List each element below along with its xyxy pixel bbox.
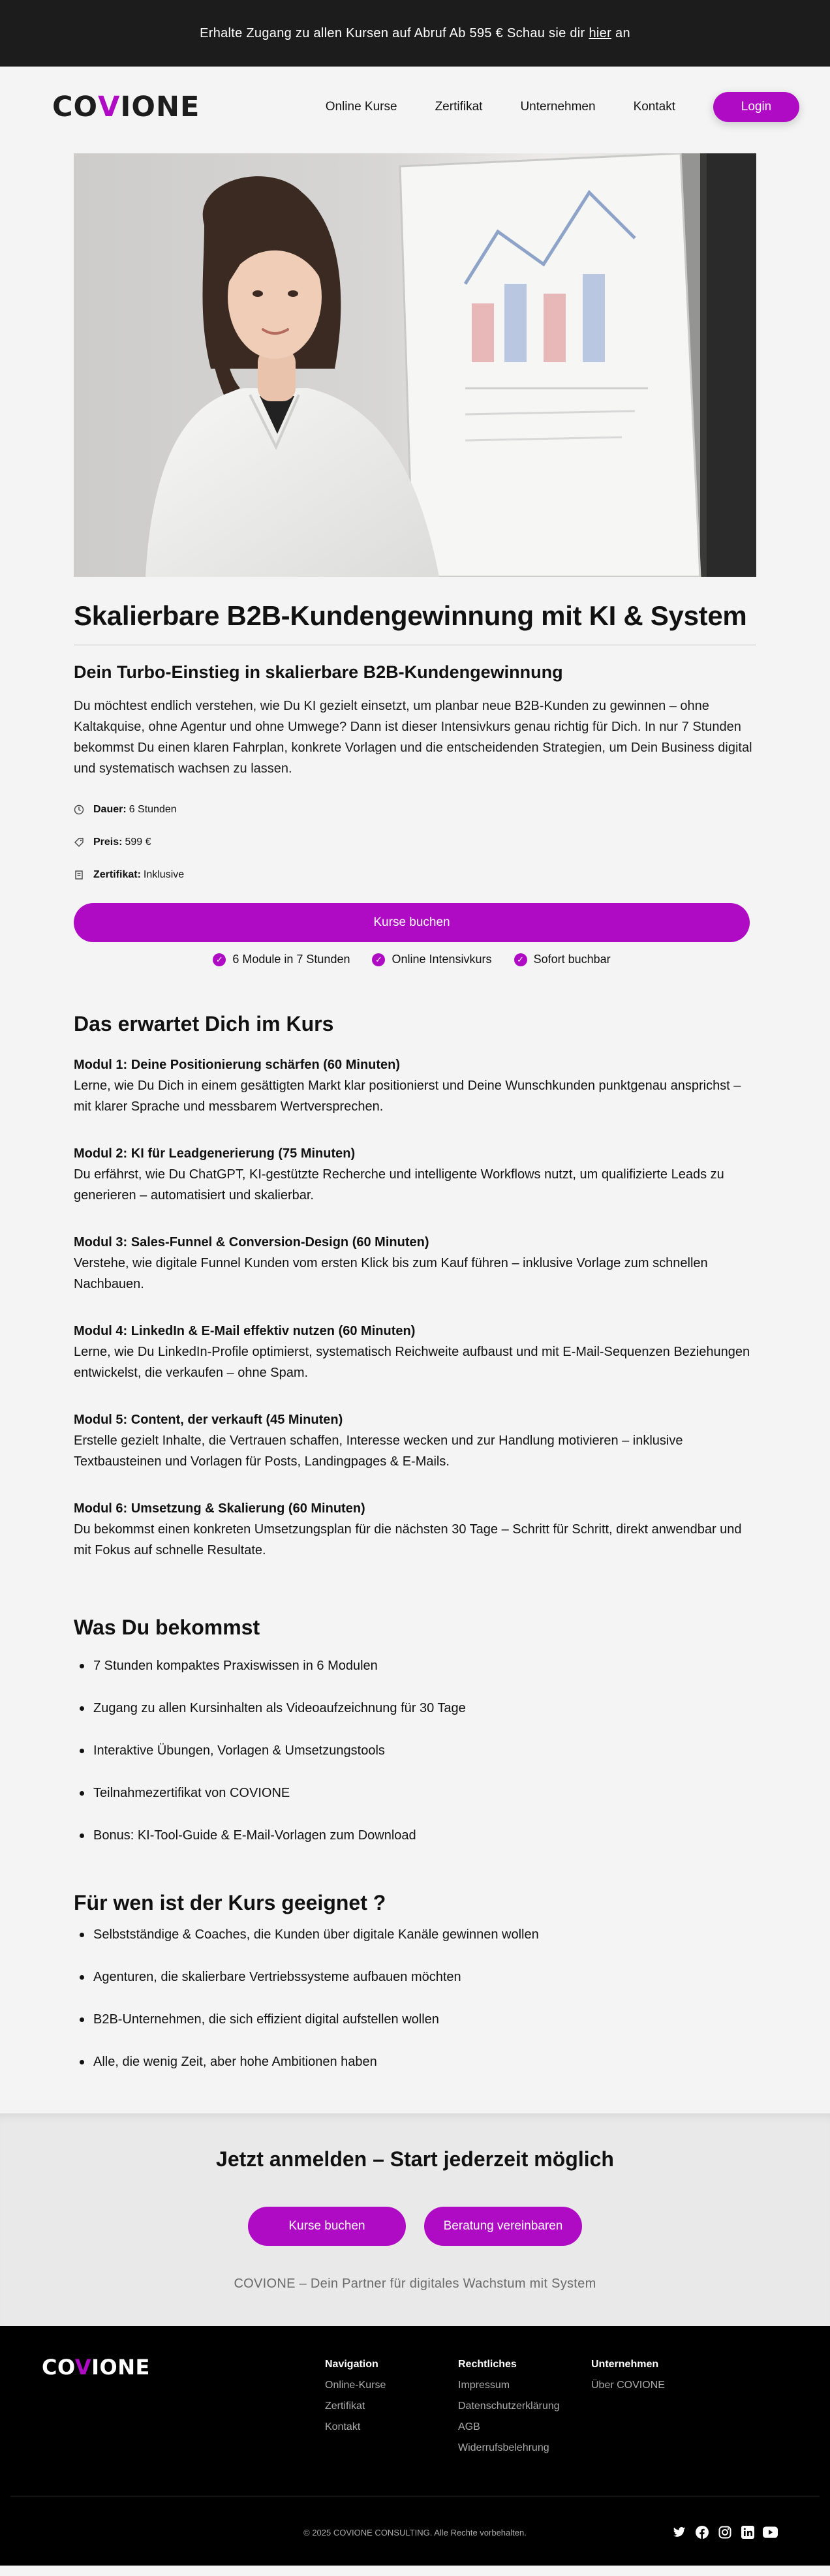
cta-heading: Jetzt anmelden – Start jederzeit möglich bbox=[216, 2147, 614, 2171]
facebook-icon[interactable] bbox=[694, 2524, 709, 2539]
main-nav bbox=[326, 100, 675, 114]
hero-image bbox=[74, 153, 756, 577]
course-title: Skalierbare B2B-Kundengewinnung mit KI & System bbox=[74, 600, 747, 631]
footer-link-zertifikat[interactable]: Zertifikat bbox=[325, 2400, 365, 2412]
nav-kontakt[interactable]: Kontakt bbox=[633, 100, 675, 114]
list-item: B2B-Unternehmen, die sich effizient digital aufstellen wollen bbox=[74, 2009, 756, 2051]
list-item: Bonus: KI-Tool-Guide & E-Mail-Vorlagen zum Download bbox=[74, 1825, 756, 1867]
footer-logo-right: IONE bbox=[91, 2355, 150, 2380]
footer-col-heading: Unternehmen bbox=[591, 2359, 659, 2370]
footer-col-company bbox=[591, 2359, 665, 2400]
footer-logo-mark: V bbox=[74, 2355, 92, 2380]
feature-label: Online Intensivkurs bbox=[392, 953, 492, 966]
logo-text-right: IONE bbox=[120, 91, 200, 123]
list-item: Agenturen, die skalierbare Vertriebssysteme aufbauen möchten bbox=[74, 1967, 756, 2009]
course-subtitle: Dein Turbo-Einstieg in skalierbare B2B-Kundengewinnung bbox=[74, 662, 563, 682]
twitter-icon[interactable] bbox=[671, 2524, 686, 2539]
module-title: Modul 6: Umsetzung & Skalierung (60 Minuten) bbox=[74, 1501, 365, 1516]
module-item bbox=[74, 1321, 752, 1383]
cta-section bbox=[0, 2113, 830, 2326]
footer-link-about[interactable]: Über COVIONE bbox=[591, 2380, 665, 2391]
modules-section bbox=[74, 1012, 756, 1561]
list-item: Selbstständige & Coaches, die Kunden über digitale Kanäle gewinnen wollen bbox=[74, 1924, 756, 1967]
logo-mark: V bbox=[98, 91, 121, 123]
module-text: Lerne, wie Du LinkedIn-Profile optimierst, systematisch Reichweite aufbaust und mit E-Mail-Sequenzen Beziehungen entwickelst, die verkaufen – ohne Spam. bbox=[74, 1345, 750, 1380]
clock-icon bbox=[74, 805, 84, 815]
modules-list bbox=[74, 1054, 756, 1561]
cta-tagline: COVIONE – Dein Partner für digitales Wachstum mit System bbox=[234, 2277, 596, 2291]
module-title: Modul 2: KI für Leadgenerierung (75 Minuten) bbox=[74, 1146, 356, 1161]
feature-label: 6 Module in 7 Stunden bbox=[232, 953, 350, 966]
footer-logo-left: CO bbox=[42, 2355, 75, 2380]
social-links bbox=[664, 2524, 778, 2539]
module-item bbox=[74, 1232, 752, 1295]
modules-heading: Das erwartet Dich im Kurs bbox=[74, 1012, 334, 1035]
announcement-link[interactable]: hier bbox=[589, 25, 612, 40]
site-header bbox=[0, 67, 830, 147]
footer-link-online-kurse[interactable]: Online-Kurse bbox=[325, 2380, 386, 2391]
nav-zertifikat[interactable]: Zertifikat bbox=[435, 100, 483, 114]
module-text: Du bekommst einen konkreten Umsetzungsplan für die nächsten 30 Tage – Schritt für Schritt, direkt anwendbar und mit Fokus auf schnelle Resultate. bbox=[74, 1522, 742, 1557]
module-item bbox=[74, 1143, 752, 1206]
feature-item bbox=[213, 953, 350, 966]
audience-list bbox=[74, 1924, 756, 2094]
footer-col-heading: Navigation bbox=[325, 2359, 378, 2370]
linkedin-icon[interactable] bbox=[740, 2524, 755, 2539]
feature-item bbox=[372, 953, 491, 966]
footer-col-heading: Rechtliches bbox=[458, 2359, 517, 2370]
course-meta bbox=[74, 793, 756, 891]
instagram-icon[interactable] bbox=[717, 2524, 732, 2539]
feature-item bbox=[514, 953, 611, 966]
footer-copyright: © 2025 COVIONE CONSULTING. Alle Rechte vorbehalten. bbox=[303, 2528, 527, 2538]
meta-price-label: Preis: bbox=[93, 836, 123, 848]
footer-link-kontakt[interactable]: Kontakt bbox=[325, 2421, 361, 2432]
list-item: Teilnahmezertifikat von COVIONE bbox=[74, 1783, 756, 1825]
check-icon: ✓ bbox=[372, 953, 385, 966]
module-text: Lerne, wie Du Dich in einem gesättigten Markt klar positionierst und Deine Wunschkunden punktgenau ansprichst – mit klarer Sprache und messbarem Wertversprechen. bbox=[74, 1079, 741, 1114]
benefits-heading: Was Du bekommst bbox=[74, 1616, 260, 1639]
meta-duration-value: 6 Stunden bbox=[129, 804, 177, 815]
check-icon: ✓ bbox=[213, 953, 226, 966]
module-text: Verstehe, wie digitale Funnel Kunden vom ersten Klick bis zum Kauf führen – inklusive Vorlage zum schnellen Nachbauen. bbox=[74, 1256, 708, 1291]
module-title: Modul 1: Deine Positionierung schärfen (60 Minuten) bbox=[74, 1058, 401, 1072]
logo[interactable] bbox=[52, 91, 200, 123]
module-text: Erstelle gezielt Inhalte, die Vertrauen schaffen, Interesse wecken und zur Handlung motivieren – inklusive Textbausteinen und Vorlagen für Posts, Landingpages & E-Mails. bbox=[74, 1434, 683, 1469]
footer-col-navigation bbox=[325, 2359, 386, 2442]
announcement-text-end: an bbox=[615, 25, 630, 40]
youtube-icon[interactable] bbox=[763, 2524, 778, 2539]
footer-link-widerruf[interactable]: Widerrufsbelehrung bbox=[458, 2442, 549, 2453]
footer-link-datenschutz[interactable]: Datenschutzerklärung bbox=[458, 2400, 560, 2412]
module-item bbox=[74, 1054, 752, 1117]
meta-duration bbox=[74, 793, 756, 826]
meta-price bbox=[74, 826, 756, 859]
benefits-list bbox=[74, 1655, 756, 1867]
check-icon: ✓ bbox=[514, 953, 527, 966]
list-item: Alle, die wenig Zeit, aber hohe Ambitionen haben bbox=[74, 2051, 756, 2094]
announcement-text: Erhalte Zugang zu allen Kursen auf Abruf Ab 595 € Schau sie dir bbox=[200, 25, 585, 40]
meta-certificate-value: Inklusive bbox=[143, 869, 185, 880]
site-footer bbox=[0, 2326, 830, 2566]
hero-illustration bbox=[74, 153, 756, 577]
list-item: Zugang zu allen Kursinhalten als Videoaufzeichnung für 30 Tage bbox=[74, 1698, 756, 1740]
audience-heading: Für wen ist der Kurs geeignet ? bbox=[74, 1891, 386, 1914]
footer-link-impressum[interactable]: Impressum bbox=[458, 2380, 510, 2391]
announcement-bar bbox=[0, 0, 830, 67]
module-title: Modul 4: LinkedIn & E-Mail effektiv nutzen (60 Minuten) bbox=[74, 1324, 416, 1338]
module-item bbox=[74, 1498, 752, 1561]
audience-section bbox=[74, 1891, 756, 2094]
feature-label: Sofort buchbar bbox=[533, 953, 611, 966]
footer-logo[interactable] bbox=[42, 2355, 150, 2380]
nav-unternehmen[interactable]: Unternehmen bbox=[520, 100, 596, 114]
meta-duration-label: Dauer: bbox=[93, 804, 127, 815]
cta-book-button[interactable]: Kurse buchen bbox=[248, 2207, 406, 2246]
nav-online-kurse[interactable]: Online Kurse bbox=[325, 100, 397, 114]
module-title: Modul 5: Content, der verkauft (45 Minuten) bbox=[74, 1413, 343, 1427]
list-item: Interaktive Übungen, Vorlagen & Umsetzungstools bbox=[74, 1740, 756, 1783]
course-intro: Du möchtest endlich verstehen, wie Du KI gezielt einsetzt, um planbar neue B2B-Kunden zu gewinnen – ohne Kaltakquise, ohne Agentur und ohne Umwege? Dann ist dieser Intensivkurs genau richtig für Dich. In nur 7 Stunden bekommst Du einen klaren Fahrplan, konkrete Vorlagen und die entscheidenden Strategien, um Dein Business digital und systematisch wachsen zu lassen. bbox=[74, 699, 752, 776]
logo-text-left: CO bbox=[52, 91, 99, 123]
meta-price-value: 599 € bbox=[125, 836, 151, 848]
tag-icon bbox=[74, 837, 84, 848]
certificate-icon bbox=[74, 870, 84, 880]
meta-certificate bbox=[74, 859, 756, 891]
footer-link-agb[interactable]: AGB bbox=[458, 2421, 480, 2432]
course-features bbox=[74, 953, 750, 966]
module-text: Du erfährst, wie Du ChatGPT, KI-gestützte Recherche und intelligente Workflows nutzt, um qualifizierte Leads zu generieren – automatisiert und skalierbar. bbox=[74, 1167, 724, 1203]
meta-certificate-label: Zertifikat: bbox=[93, 869, 141, 880]
list-item: 7 Stunden kompaktes Praxiswissen in 6 Modulen bbox=[74, 1655, 756, 1698]
cta-buttons bbox=[0, 2207, 830, 2246]
cta-consult-button[interactable]: Beratung vereinbaren bbox=[424, 2207, 582, 2246]
module-title: Modul 3: Sales-Funnel & Conversion-Design (60 Minuten) bbox=[74, 1235, 429, 1250]
course-main bbox=[0, 153, 830, 2094]
login-button[interactable]: Login bbox=[713, 92, 799, 122]
book-course-button[interactable]: Kurse buchen bbox=[74, 903, 750, 942]
module-item bbox=[74, 1409, 752, 1472]
benefits-section bbox=[74, 1616, 756, 1867]
footer-col-legal bbox=[458, 2359, 560, 2463]
